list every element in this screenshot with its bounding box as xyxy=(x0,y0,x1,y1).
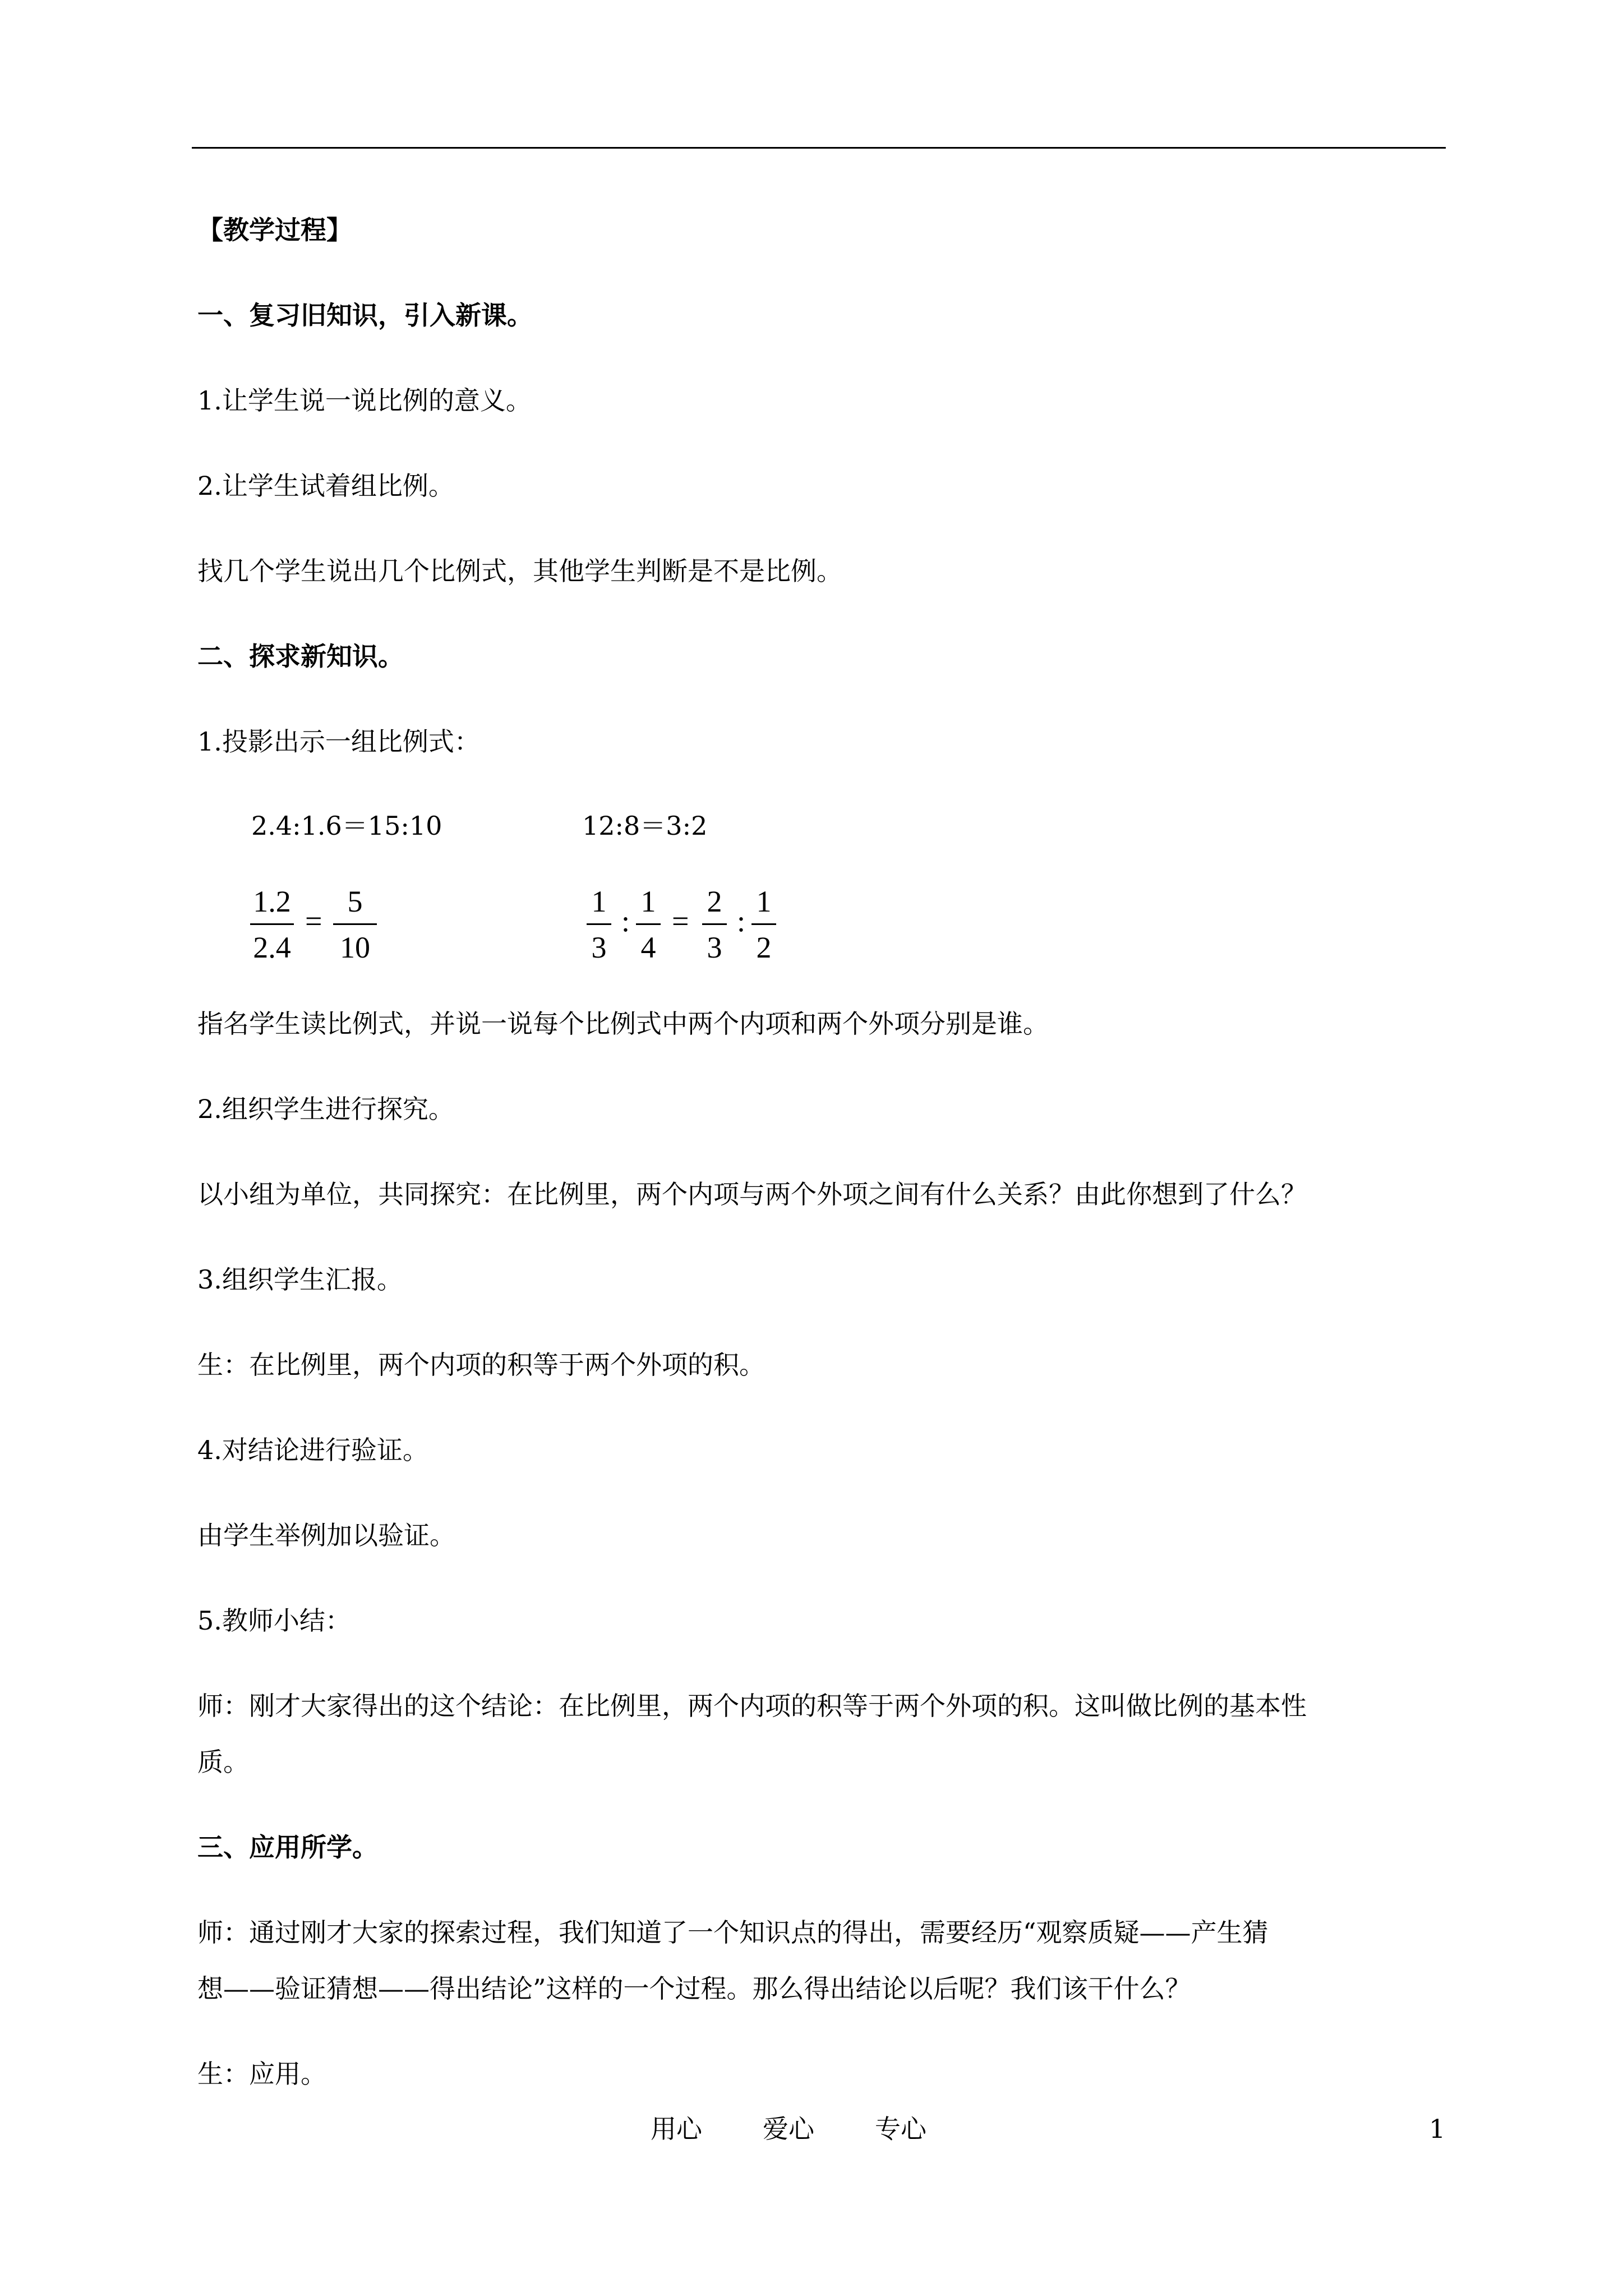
colon: : xyxy=(737,904,746,938)
denominator: 3 xyxy=(707,931,722,964)
paragraph-13-line-1: 师：刚才大家得出的这个结论：在比例里，两个内项的积等于两个外项的积。这叫做比例的基本性 xyxy=(197,1691,1307,1721)
fraction-2-over-3 xyxy=(699,881,730,967)
page-number: 1 xyxy=(1429,2114,1446,2144)
denominator: 10 xyxy=(340,931,370,964)
fraction-1-over-3 xyxy=(583,881,615,967)
fraction-proportion-1 xyxy=(247,881,415,970)
paragraph-9: 生：在比例里，两个内项的积等于两个外项的积。 xyxy=(197,1350,765,1380)
paragraph-3: 找几个学生说出几个比例式，其他学生判断是不是比例。 xyxy=(197,556,842,586)
fraction-5-over-10 xyxy=(330,881,380,967)
paragraph-12: 5.教师小结： xyxy=(197,1605,351,1636)
numerator: 1.2 xyxy=(253,885,291,918)
paragraph-14-line-2: 想——验证猜想——得出结论”这样的一个过程。那么得出结论以后呢？我们该干什么？ xyxy=(197,1973,1191,2004)
footer-slogan-2: 爱心 xyxy=(763,2114,814,2144)
footer-slogan-3: 专心 xyxy=(875,2114,926,2144)
heading-2: 二、探求新知识。 xyxy=(197,641,404,671)
colon: : xyxy=(621,904,630,938)
fraction-1-2-over-2-4 xyxy=(247,881,297,967)
numerator: 1 xyxy=(591,885,607,918)
proportion-1: 2.4:1.6＝15:10 xyxy=(251,811,442,841)
footer-slogan-1: 用心 xyxy=(651,2114,702,2144)
paragraph-8: 3.组织学生汇报。 xyxy=(197,1264,403,1295)
paragraph-14-line-1: 师：通过刚才大家的探索过程，我们知道了一个知识点的得出，需要经历“观察质疑——产生猜 xyxy=(197,1917,1269,1948)
paragraph-7: 以小组为单位，共同探究：在比例里，两个内项与两个外项之间有什么关系？由此你想到了什么？ xyxy=(197,1179,1307,1209)
paragraph-6: 2.组织学生进行探究。 xyxy=(197,1094,454,1124)
numerator: 1 xyxy=(640,885,656,918)
proportion-2: 12:8＝3:2 xyxy=(582,811,708,841)
section-heading: 【教学过程】 xyxy=(197,215,352,245)
paragraph-2: 2.让学生试着组比例。 xyxy=(197,471,454,501)
fraction-1-over-2 xyxy=(748,881,780,967)
paragraph-5: 指名学生读比例式，并说一说每个比例式中两个内项和两个外项分别是谁。 xyxy=(197,1009,1049,1039)
paragraph-11: 由学生举例加以验证。 xyxy=(197,1520,455,1550)
header-rule xyxy=(192,147,1446,149)
denominator: 2 xyxy=(756,931,772,964)
numerator: 5 xyxy=(347,885,363,918)
equals-sign: = xyxy=(672,904,689,938)
paragraph-1: 1.让学生说一说比例的意义。 xyxy=(197,385,532,416)
paragraph-15: 生：应用。 xyxy=(197,2059,326,2089)
paragraph-4: 1.投影出示一组比例式： xyxy=(197,726,480,757)
heading-1: 一、复习旧知识，引入新课。 xyxy=(197,300,533,330)
numerator: 1 xyxy=(756,885,772,918)
equals-sign: = xyxy=(305,904,322,938)
paragraph-13-line-2: 质。 xyxy=(197,1747,249,1777)
paragraph-10: 4.对结论进行验证。 xyxy=(197,1435,428,1465)
fraction-1-over-4 xyxy=(633,881,664,967)
heading-3: 三、应用所学。 xyxy=(197,1832,378,1862)
fraction-proportion-2 xyxy=(583,881,796,970)
numerator: 2 xyxy=(707,885,722,918)
denominator: 3 xyxy=(591,931,607,964)
denominator: 2.4 xyxy=(253,931,291,964)
denominator: 4 xyxy=(640,931,656,964)
